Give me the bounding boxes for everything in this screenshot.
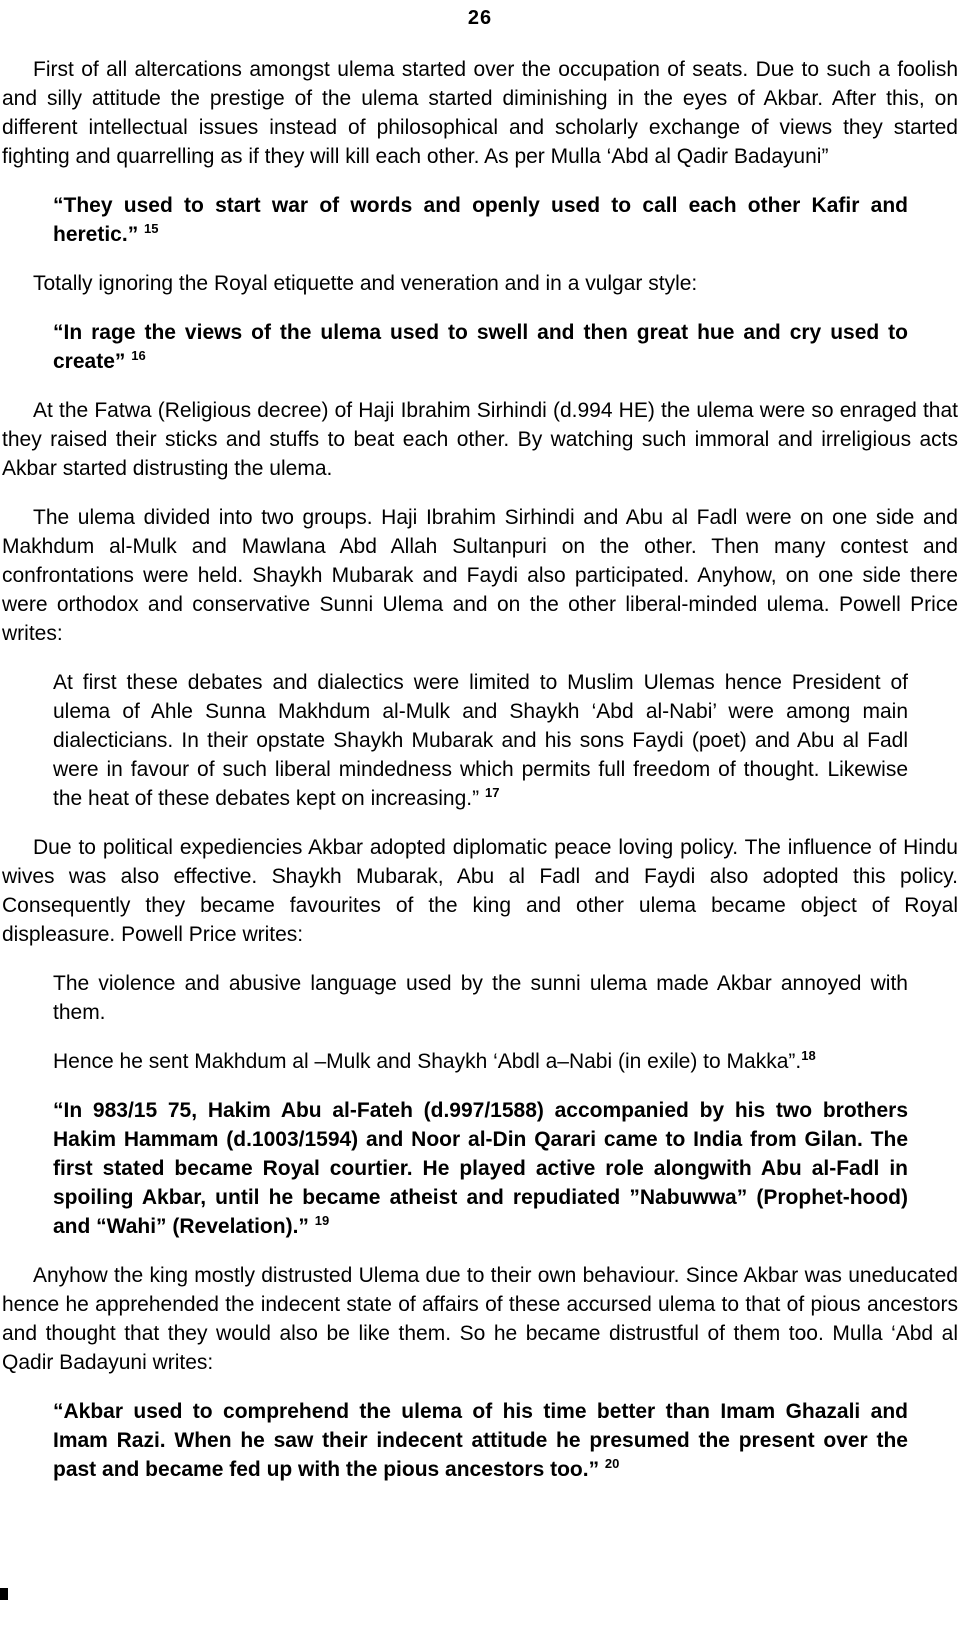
- paragraph-political-expediencies: [2, 833, 958, 949]
- footnote-ref-19: 19: [314, 1213, 330, 1228]
- quote-text: Hence he sent Makhdum al –Mulk and Shaykh ‘Abdl a–Nabi (in exile) to Makka”.: [53, 1050, 802, 1073]
- quote-war-of-words: [53, 191, 908, 249]
- quote-text: “Akbar used to comprehend the ulema of his time better than Imam Ghazali and Imam Razi. When he saw their indecent attitude he presumed the present over the past and became fed up with the pious ancestors too.”: [53, 1400, 908, 1481]
- footnote-ref-20: 20: [604, 1456, 620, 1471]
- quote-debates-dialectics: [53, 668, 908, 813]
- paragraph-text: The ulema divided into two groups. Haji Ibrahim Sirhindi and Abu al Fadl were on one side and Makhdum al-Mulk and Mawlana Abd Allah Sultanpuri on the other. Then many contest and confrontations were held. Shaykh Mubarak and Faydi also participated. Anyhow, on one side there were orthodox and conservative Sunni Ulema and on the other liberal-minded ulema. Powell Price writes:: [2, 506, 958, 645]
- paragraph-text: At the Fatwa (Religious decree) of Haji Ibrahim Sirhindi (d.994 HE) the ulema were so enraged that they raised their sticks and stuffs to beat each other. By watching such immoral and irreligious acts Akbar started distrusting the ulema.: [2, 399, 958, 480]
- quote-hakim-abu-al-fateh: [53, 1096, 908, 1241]
- quote-text: The violence and abusive language used by the sunni ulema made Akbar annoyed with them.: [53, 972, 908, 1024]
- quote-in-rage: [53, 318, 908, 376]
- paragraph-text: Totally ignoring the Royal etiquette and veneration and in a vulgar style:: [33, 272, 698, 295]
- quote-exile-makka: [53, 1047, 908, 1076]
- paragraph-royal-etiquette: [2, 269, 958, 298]
- footnote-ref-18: 18: [801, 1048, 816, 1063]
- quote-akbar-comprehend: [53, 1397, 908, 1484]
- quote-text: “They used to start war of words and openly used to call each other Kafir and heretic.”: [53, 194, 908, 246]
- scan-artifact-mark: [0, 1588, 8, 1600]
- footnote-ref-17: 17: [484, 785, 500, 800]
- paragraph-text: First of all altercations amongst ulema started over the occupation of seats. Due to such a foolish and silly attitude the prestige of the ulema started diminishing in the eyes of Akbar. After this, on different intellectual issues instead of philosophical and scholarly exchange of views they started fighting and quarrelling as if they will kill each other. As per Mulla ‘Abd al Qadir Badayuni”: [2, 58, 958, 168]
- paragraph-king-distrusted: [2, 1261, 958, 1377]
- footnote-ref-16: 16: [131, 348, 146, 363]
- paragraph-text: Due to political expediencies Akbar adopted diplomatic peace loving policy. The influence of Hindu wives was also effective. Shaykh Mubarak, Abu al Fadl and Faydi also adopted this policy. Consequently they became favourites of the king and other ulema became object of Royal displeasure. Powell Price writes:: [2, 836, 958, 946]
- paragraph-text: Anyhow the king mostly distrusted Ulema due to their own behaviour. Since Akbar was uneducated hence he apprehended the indecent state of affairs of these accursed ulema to that of pious ancestors and thought that they would also be like them. So he became distrustful of them too. Mulla ‘Abd al Qadir Badayuni writes:: [2, 1264, 958, 1374]
- footnote-ref-15: 15: [144, 221, 159, 236]
- paragraph-two-groups: [2, 503, 958, 648]
- quote-violence-language: [53, 969, 908, 1027]
- page-number: 26: [467, 7, 493, 29]
- paragraph-altercations: [2, 55, 958, 171]
- paragraph-fatwa: [2, 396, 958, 483]
- quote-text: “In 983/15 75, Hakim Abu al-Fateh (d.997/1588) accompanied by his two brothers Hakim Hammam (d.1003/1594) and Noor al-Din Qarari came to India from Gilan. The first stated became Royal courtier. He played active role alongwith Abu al-Fadl in spoiling Akbar, until he became atheist and repudiated ”Nabuwwa” (Prophet-hood) and “Wahi” (Revelation).”: [53, 1099, 908, 1238]
- quote-text: At first these debates and dialectics were limited to Muslim Ulemas hence President of ulema of Ahle Sunna Makhdum al-Mulk and Shaykh ‘Abd al-Nabi’ were among main dialecticians. In their opstate Shaykh Mubarak and his sons Faydi (poet) and Abu al Fadl were in favour of such liberal mindedness which permits full freedom of thought. Likewise the heat of these debates kept on increasing.”: [53, 671, 908, 810]
- quote-text: “In rage the views of the ulema used to swell and then great hue and cry used to create”: [53, 321, 908, 373]
